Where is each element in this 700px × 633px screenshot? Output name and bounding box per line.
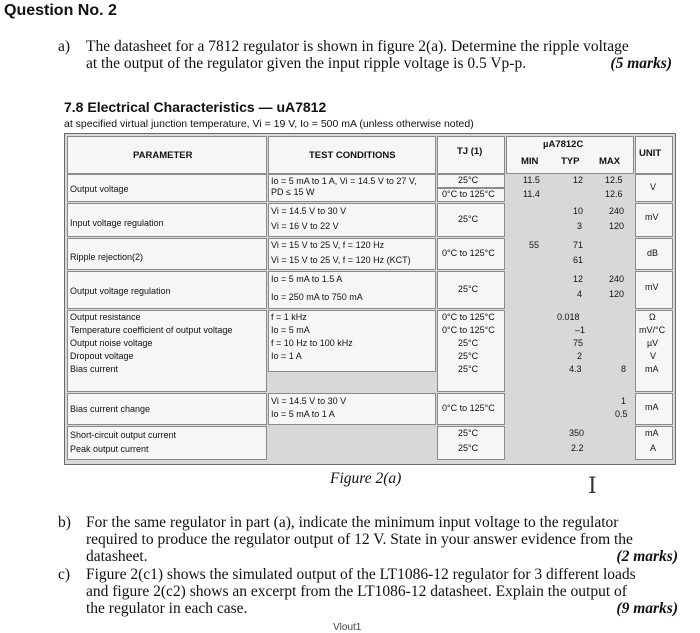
unit-output-reg: mV <box>645 282 659 292</box>
typ-ripple-2: 61 <box>573 255 584 265</box>
tj-temp-coeff: 0°C to 125°C <box>442 325 495 335</box>
tj-bias-change: 0°C to 125°C <box>442 403 495 413</box>
tj-bias: 25°C <box>458 364 479 374</box>
max-input-reg-2: 120 <box>609 221 625 231</box>
part-a-label: a) <box>58 38 71 55</box>
param-input-reg: Input voltage regulation <box>70 218 164 228</box>
param-output-reg: Output voltage regulation <box>70 286 171 296</box>
figure-caption: Figure 2(a) <box>330 470 402 487</box>
cond-input-reg-2: Vi = 16 V to 22 V <box>271 221 339 231</box>
part-a-marks: (5 marks) <box>610 55 672 72</box>
part-c-line-1: Figure 2(c1) shows the simulated output of the LT1086-12 regulator for 3 different loads <box>86 566 636 583</box>
cutoff-label: Vlout1 <box>333 622 362 633</box>
cond-output-voltage-2: PD ≤ 15 W <box>271 187 315 197</box>
part-c-label: c) <box>58 566 71 583</box>
part-b-line-3: datasheet. <box>86 548 148 565</box>
max-bias-change-2: 0.5 <box>615 409 628 419</box>
cond-bias-change-2: Io = 5 mA to 1 A <box>271 409 335 419</box>
tj-input-reg: 25°C <box>458 214 479 224</box>
param-output-res: Output resistance <box>70 312 141 322</box>
param-temp-coeff: Temperature coefficient of output voltage <box>70 325 233 335</box>
typ-output-voltage-1: 12 <box>573 175 584 185</box>
typ-short-circuit: 350 <box>569 428 585 438</box>
part-a <box>60 38 672 72</box>
typ-output-reg-1: 12 <box>573 274 584 284</box>
unit-peak: A <box>650 443 657 453</box>
typ-ripple-1: 71 <box>573 240 584 250</box>
param-dropout: Dropout voltage <box>70 351 134 361</box>
cond-output-res: f = 1 kHz <box>271 312 307 322</box>
part-b-marks: (2 marks) <box>616 548 678 565</box>
tj-output-reg: 25°C <box>458 284 479 294</box>
part-c-line-2: and figure 2(c2) shows an excerpt from the LT1086-12 datasheet. Explain the output of <box>86 583 627 600</box>
min-output-voltage-1: 11.5 <box>523 175 540 185</box>
cond-output-reg-1: Io = 5 mA to 1.5 A <box>271 274 343 284</box>
unit-output-voltage: V <box>650 182 657 192</box>
min-output-voltage-2: 11.4 <box>523 189 540 199</box>
typ-input-reg-2: 3 <box>577 221 583 231</box>
unit-bias: mA <box>645 364 659 374</box>
cond-ripple-2: Vi = 15 V to 25 V, f = 120 Hz (KCT) <box>271 255 411 265</box>
unit-output-res: Ω <box>649 312 656 322</box>
cond-output-voltage-1: Io = 5 mA to 1 A, Vi = 14.5 V to 27 V, <box>271 176 417 186</box>
part-c-line-3: the regulator in each case. <box>86 600 248 617</box>
typ-header: TYP <box>561 156 580 167</box>
typ-peak: 2.2 <box>571 443 584 453</box>
tj-peak: 25°C <box>458 443 479 453</box>
min-header: MIN <box>521 156 539 167</box>
part-b-line-2: required to produce the regulator output of 12 V. State in your answer evidence from the <box>86 531 633 548</box>
max-output-voltage-2: 12.6 <box>605 189 623 199</box>
param-peak: Peak output current <box>70 444 149 454</box>
tj-output-voltage-2: 0°C to 125°C <box>442 189 495 199</box>
device-header: µA7812C <box>543 139 584 150</box>
unit-bias-change: mA <box>645 402 659 412</box>
unit-ripple: dB <box>647 248 659 258</box>
tj-noise: 25°C <box>458 338 479 348</box>
typ-output-reg-2: 4 <box>577 289 583 299</box>
unit-header: UNIT <box>639 148 662 159</box>
typ-dropout: 2 <box>577 351 583 361</box>
text-cursor-icon: I <box>588 474 597 499</box>
max-output-voltage-1: 12.5 <box>605 175 623 185</box>
part-b <box>60 514 678 565</box>
tj-ripple: 0°C to 125°C <box>442 248 495 258</box>
cond-bias-change-1: Vi = 14.5 V to 30 V <box>271 396 347 406</box>
cond-noise: f = 10 Hz to 100 kHz <box>271 338 353 348</box>
part-c-marks: (9 marks) <box>616 600 678 617</box>
unit-noise: µV <box>647 338 659 348</box>
cond-output-reg-2: Io = 250 mA to 750 mA <box>271 292 363 302</box>
table-heading: 7.8 Electrical Characteristics — uA7812 <box>64 99 327 115</box>
tj-output-voltage-1: 25°C <box>458 175 479 185</box>
unit-input-reg: mV <box>645 212 659 222</box>
part-b-line-1: For the same regulator in part (a), indicate the minimum input voltage to the regulator <box>86 514 619 531</box>
param-ripple: Ripple rejection(2) <box>70 252 144 262</box>
cond-temp-coeff: Io = 5 mA <box>271 325 310 335</box>
param-output-voltage: Output voltage <box>70 184 129 194</box>
unit-temp-coeff: mV/°C <box>639 325 666 335</box>
cond-dropout: Io = 1 A <box>271 351 302 361</box>
param-noise: Output noise voltage <box>70 338 153 348</box>
unit-short-circuit: mA <box>645 428 659 438</box>
max-output-reg-1: 240 <box>609 274 625 284</box>
typ-input-reg-1: 10 <box>573 206 584 216</box>
question-title: Question No. 2 <box>4 2 117 19</box>
cond-input-reg-1: Vi = 14.5 V to 30 V <box>271 206 347 216</box>
typ-bias: 4.3 <box>569 364 582 374</box>
part-b-label: b) <box>58 514 71 531</box>
typ-output-res: 0.018 <box>557 312 580 322</box>
tj-header: TJ (1) <box>457 146 483 157</box>
part-c <box>60 566 678 617</box>
test-conditions-header: TEST CONDITIONS <box>309 150 396 161</box>
tj-output-res: 0°C to 125°C <box>442 312 495 322</box>
min-ripple: 55 <box>529 240 540 250</box>
typ-noise: 75 <box>573 338 584 348</box>
max-header: MAX <box>599 156 621 167</box>
table-subheading: at specified virtual junction temperature, Vi = 19 V, Io = 500 mA (unless otherwise noted) <box>64 118 474 130</box>
max-bias-change-1: 1 <box>621 396 627 406</box>
max-input-reg-1: 240 <box>609 206 625 216</box>
typ-temp-coeff: –1 <box>575 325 586 335</box>
param-bias: Bias current <box>70 364 119 374</box>
max-bias: 8 <box>621 364 627 374</box>
max-output-reg-2: 120 <box>609 289 625 299</box>
cond-ripple-1: Vi = 15 V to 25 V, f = 120 Hz <box>271 240 385 250</box>
part-a-line-1: The datasheet for a 7812 regulator is shown in figure 2(a). Determine the ripple voltage <box>86 38 629 55</box>
unit-dropout: V <box>650 351 657 361</box>
part-a-line-2: at the output of the regulator given the input ripple voltage is 0.5 Vp-p. <box>86 55 527 72</box>
param-short-circuit: Short-circuit output current <box>70 430 177 440</box>
parameter-header: PARAMETER <box>133 150 193 161</box>
tj-dropout: 25°C <box>458 351 479 361</box>
datasheet-table <box>64 133 676 465</box>
tj-short-circuit: 25°C <box>458 428 479 438</box>
param-bias-change: Bias current change <box>70 404 151 414</box>
